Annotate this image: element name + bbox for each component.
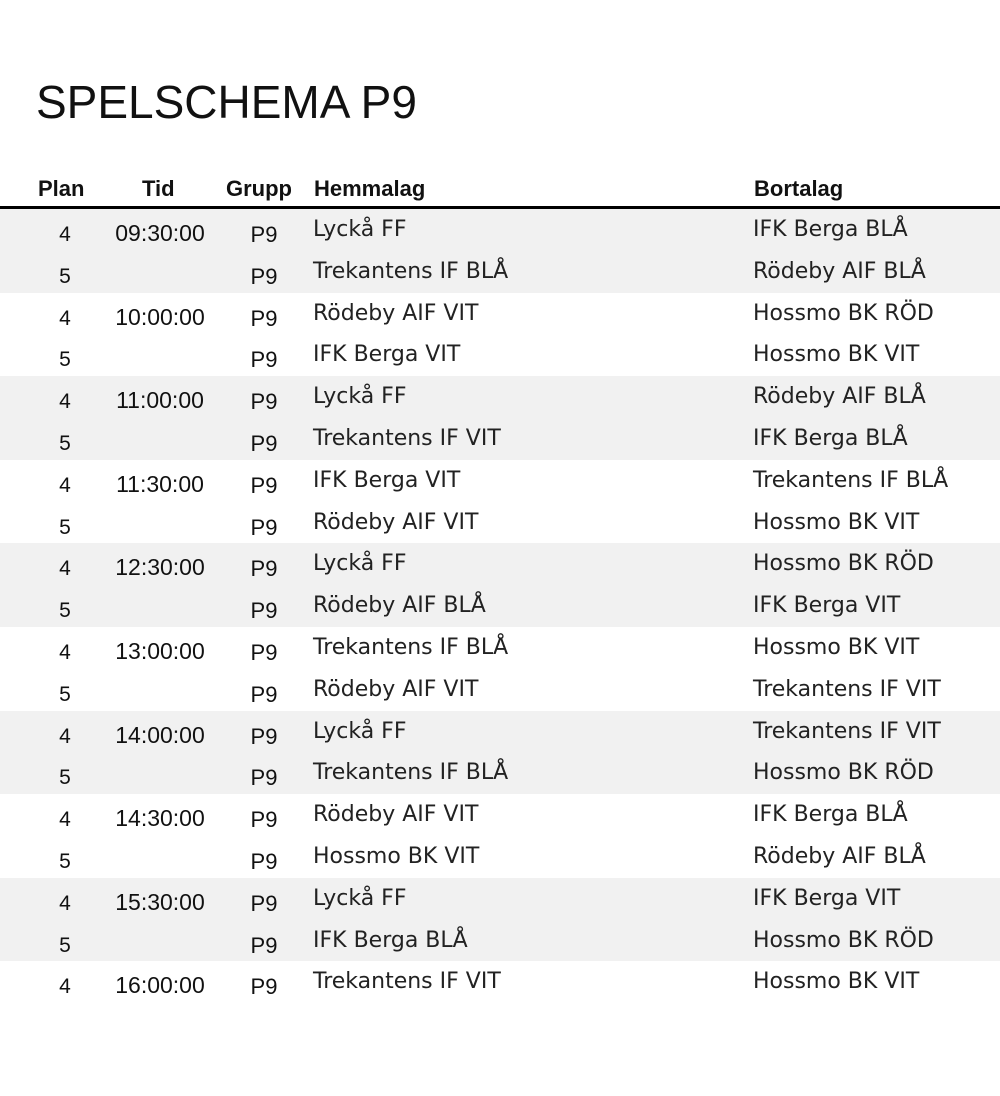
home-team-cell: Trekantens IF BLÅ [313,760,509,786]
plan-cell: 4 [59,223,71,246]
home-team-cell: Trekantens IF BLÅ [313,634,509,660]
group-cell: P9 [250,472,278,498]
table-row [0,418,1000,460]
group-cell: P9 [250,681,278,707]
time-cell: 15:30:00 [115,888,205,915]
away-team-cell: Rödeby AIF BLÅ [753,384,926,410]
plan-cell: 5 [59,515,71,539]
plan-cell: 5 [59,682,71,706]
plan-cell: 5 [59,431,71,455]
time-cell: 09:30:00 [115,220,205,246]
home-team-cell: Trekantens IF VIT [313,969,501,995]
away-team-cell: Trekantens IF BLÅ [753,467,949,493]
group-cell: P9 [250,848,278,874]
away-team-cell: IFK Berga BLÅ [753,217,908,242]
table-row [0,543,1000,585]
plan-cell: 4 [59,724,71,748]
plan-cell: 5 [59,933,71,957]
plan-cell: 4 [59,390,71,414]
plan-cell: 4 [59,473,71,497]
home-team-cell: Lyckå FF [313,551,407,577]
time-slot-block [0,627,1000,711]
plan-cell: 4 [59,808,71,832]
home-team-cell: IFK Berga VIT [313,467,461,493]
plan-cell: 5 [59,849,71,873]
table-row [0,669,1000,711]
table-row [0,251,1000,293]
table-row [0,711,1000,753]
column-header-grupp: Grupp [226,176,292,201]
column-header-plan: Plan [38,176,85,201]
time-slot-block [0,794,1000,878]
home-team-cell: Rödeby AIF VIT [313,802,479,828]
away-team-cell: Hossmo BK VIT [753,969,920,995]
group-cell: P9 [250,389,278,415]
group-cell: P9 [250,305,278,331]
group-cell: P9 [250,514,278,540]
plan-cell: 4 [59,557,71,581]
group-cell: P9 [250,723,278,749]
away-team-cell: Rödeby AIF BLÅ [753,843,926,869]
table-row [0,794,1000,836]
time-slot-block [0,961,1000,1003]
away-team-cell: Hossmo BK RÖD [753,551,934,577]
away-team-cell: Hossmo BK RÖD [753,927,934,953]
table-row [0,460,1000,502]
plan-cell: 4 [59,975,71,999]
home-team-cell: Trekantens IF VIT [313,425,501,451]
table-header [0,172,1000,209]
plan-cell: 4 [59,640,71,664]
home-team-cell: Rödeby AIF BLÅ [313,593,486,619]
plan-cell: 5 [59,599,71,623]
time-cell: 10:00:00 [115,303,205,330]
away-team-cell: Trekantens IF VIT [753,718,941,744]
table-row [0,334,1000,376]
time-slot-block [0,209,1000,293]
home-team-cell: IFK Berga VIT [313,342,461,368]
time-cell: 13:00:00 [115,637,205,664]
plan-cell: 4 [59,306,71,330]
away-team-cell: IFK Berga BLÅ [753,802,908,828]
table-row [0,293,1000,335]
table-row [0,376,1000,418]
group-cell: P9 [250,974,278,1000]
page-title: SPELSCHEMA P9 [36,76,417,128]
schedule-table [0,209,1000,1003]
away-team-cell: IFK Berga BLÅ [753,425,908,451]
table-row [0,752,1000,794]
home-team-cell: Hossmo BK VIT [313,843,480,869]
away-team-cell: Hossmo BK VIT [753,509,920,535]
table-row [0,961,1000,1003]
away-team-cell: IFK Berga VIT [753,593,901,619]
time-slot-block [0,376,1000,460]
home-team-cell: Lyckå FF [313,384,407,410]
time-cell: 11:00:00 [116,387,204,414]
table-row [0,209,1000,251]
home-team-cell: Lyckå FF [313,885,407,911]
time-cell: 12:30:00 [115,554,205,581]
group-cell: P9 [250,598,278,624]
group-cell: P9 [250,807,278,833]
plan-cell: 4 [59,891,71,915]
time-slot-block [0,543,1000,627]
home-team-cell: Rödeby AIF VIT [313,676,479,702]
away-team-cell: Rödeby AIF BLÅ [753,258,926,284]
group-cell: P9 [250,430,278,456]
column-header-tid: Tid [142,176,175,201]
group-cell: P9 [250,932,278,958]
home-team-cell: IFK Berga BLÅ [313,927,468,953]
time-cell: 14:30:00 [115,805,205,832]
home-team-cell: Trekantens IF BLÅ [313,258,509,284]
home-team-cell: Lyckå FF [313,718,407,744]
home-team-cell: Rödeby AIF VIT [313,509,479,535]
table-row [0,836,1000,878]
group-cell: P9 [250,347,278,373]
column-header-bortalag: Bortalag [754,176,844,201]
away-team-cell: Trekantens IF VIT [753,676,941,702]
time-slot-block [0,711,1000,795]
away-team-cell: Hossmo BK RÖD [753,300,934,326]
column-header-hemmalag: Hemmalag [314,176,426,201]
group-cell: P9 [250,222,278,247]
time-slot-block [0,878,1000,962]
away-team-cell: Hossmo BK VIT [753,342,920,368]
time-cell: 14:00:00 [115,721,205,748]
table-row [0,627,1000,669]
table-row [0,878,1000,920]
time-cell: 11:30:00 [116,470,204,497]
home-team-cell: Lyckå FF [313,217,407,242]
table-row [0,502,1000,544]
plan-cell: 5 [59,766,71,790]
group-cell: P9 [250,263,278,289]
away-team-cell: Hossmo BK RÖD [753,760,934,786]
home-team-cell: Rödeby AIF VIT [313,300,479,326]
time-slot-block [0,460,1000,544]
group-cell: P9 [250,890,278,916]
table-row [0,920,1000,962]
table-row [0,585,1000,627]
group-cell: P9 [250,556,278,582]
away-team-cell: Hossmo BK VIT [753,634,920,660]
plan-cell: 5 [59,348,71,372]
away-team-cell: IFK Berga VIT [753,885,901,911]
group-cell: P9 [250,639,278,665]
group-cell: P9 [250,765,278,791]
time-cell: 16:00:00 [115,972,205,999]
time-slot-block [0,293,1000,377]
plan-cell: 5 [59,264,71,288]
